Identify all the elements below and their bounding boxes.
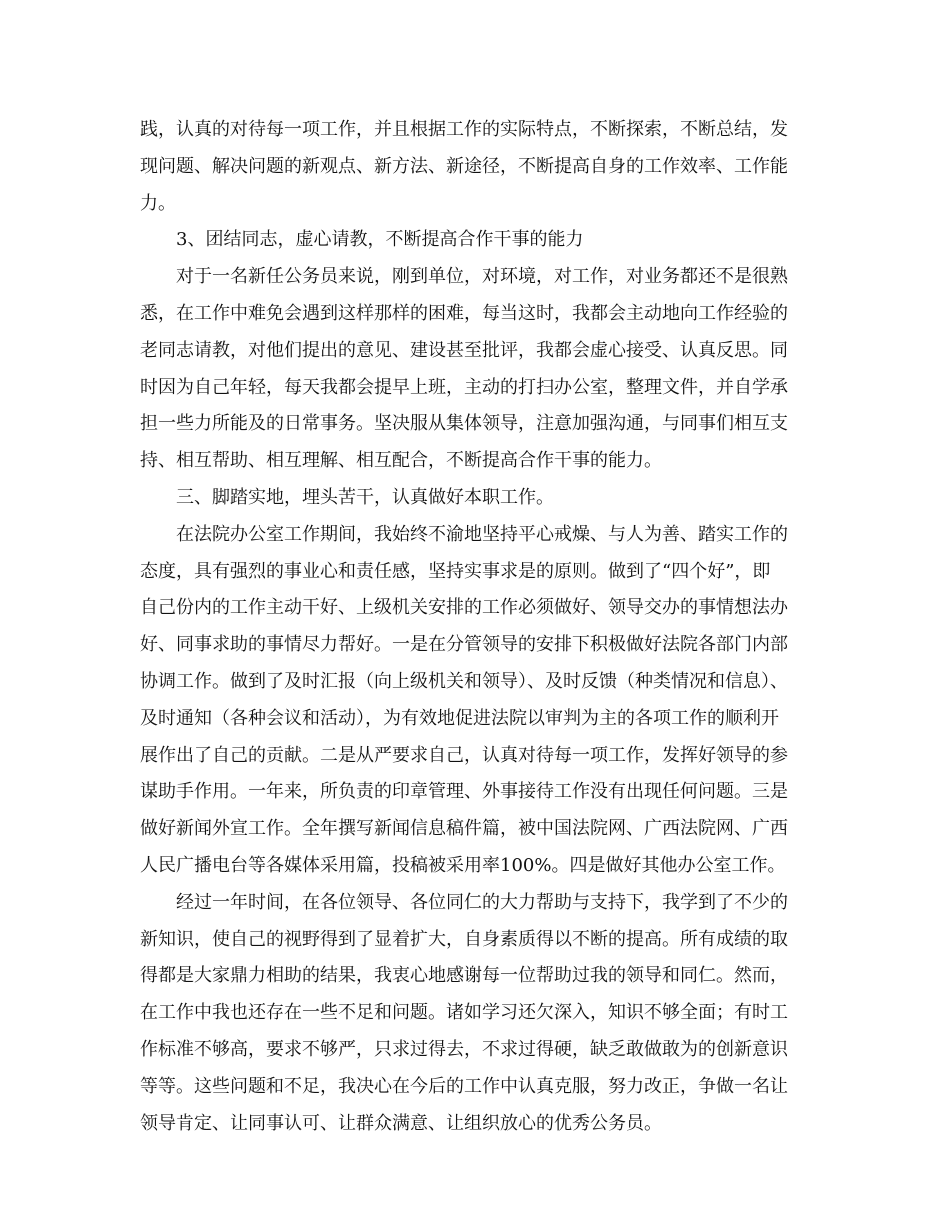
text-line: 态度，具有强烈的事业心和责任感，坚持实事求是的原则。做到了“四个好”，即 <box>140 560 771 582</box>
document-body <box>140 112 820 1142</box>
text-line: 得都是大家鼎力相助的结果，我衷心地感谢每一位帮助过我的领导和同仁。然而， <box>140 965 788 987</box>
text-line: 自己份内的工作主动干好、上级机关安排的工作必须做好、领导交办的事情想法办 <box>140 597 788 619</box>
text-line: 持、相互帮助、相互理解、相互配合，不断提高合作干事的能力。 <box>140 450 662 472</box>
text-line: 力。 <box>140 192 176 214</box>
text-line: 领导肯定、让同事认可、让群众满意、让组织放心的优秀公务员。 <box>140 1112 662 1134</box>
text-line: 现问题、解决问题的新观点、新方法、新途径，不断提高自身的工作效率、工作能 <box>140 155 788 177</box>
text-line: 践，认真的对待每一项工作，并且根据工作的实际特点，不断探索，不断总结，发 <box>140 119 788 140</box>
text-line: 及时通知（各种会议和活动），为有效地促进法院以审判为主的各项工作的顺利开 <box>140 707 779 729</box>
text-line: 老同志请教，对他们提出的意见、建设甚至批评，我都会虚心接受、认真反思。同 <box>140 339 788 361</box>
text-line: 3、团结同志，虚心请教，不断提高合作干事的能力 <box>176 229 584 251</box>
text-line: 等等。这些问题和不足，我决心在今后的工作中认真克服，努力改正，争做一名让 <box>140 1075 788 1097</box>
text-line: 悉，在工作中难免会遇到这样那样的困难，每当这时，我都会主动地向工作经验的 <box>140 302 788 324</box>
text-line: 时因为自己年轻，每天我都会提早上班，主动的打扫办公室，整理文件，并自学承 <box>140 376 788 398</box>
text-line: 新知识，使自己的视野得到了显着扩大，自身素质得以不断的提高。所有成绩的取 <box>140 928 788 950</box>
text-line: 担一些力所能及的日常事务。坚决服从集体领导，注意加强沟通，与同事们相互支 <box>140 413 788 435</box>
text-line: 好、同事求助的事情尽力帮好。一是在分管领导的安排下积极做好法院各部门内部 <box>140 634 788 656</box>
text-line: 做好新闻外宣工作。全年撰写新闻信息稿件篇，被中国法院网、广西法院网、广西 <box>140 818 788 840</box>
text-line: 三、脚踏实地，埋头苦干，认真做好本职工作。 <box>176 486 554 508</box>
text-line: 在法院办公室工作期间，我始终不渝地坚持平心戒燥、与人为善、踏实工作的 <box>176 523 788 545</box>
text-line: 作标准不够高，要求不够严，只求过得去，不求过得硬，缺乏敢做敢为的创新意识 <box>140 1038 788 1060</box>
text-line: 展作出了自己的贡献。二是从严要求自己，认真对待每一项工作，发挥好领导的参 <box>140 744 788 766</box>
text-line: 在工作中我也还存在一些不足和问题。诸如学习还欠深入，知识不够全面；有时工 <box>140 1002 788 1024</box>
text-line: 经过一年时间，在各位领导、各位同仁的大力帮助与支持下，我学到了不少的 <box>176 891 788 913</box>
text-line: 对于一名新任公务员来说，刚到单位，对环境，对工作，对业务都还不是很熟 <box>176 266 788 288</box>
text-line: 人民广播电台等各媒体采用篇，投稿被采用率100%。四是做好其他办公室工作。 <box>140 854 786 876</box>
text-line: 协调工作。做到了及时汇报（向上级机关和领导）、及时反馈（种类情况和信息）、 <box>140 670 788 692</box>
text-line: 谋助手作用。一年来，所负责的印章管理、外事接待工作没有出现任何问题。三是 <box>140 781 788 803</box>
